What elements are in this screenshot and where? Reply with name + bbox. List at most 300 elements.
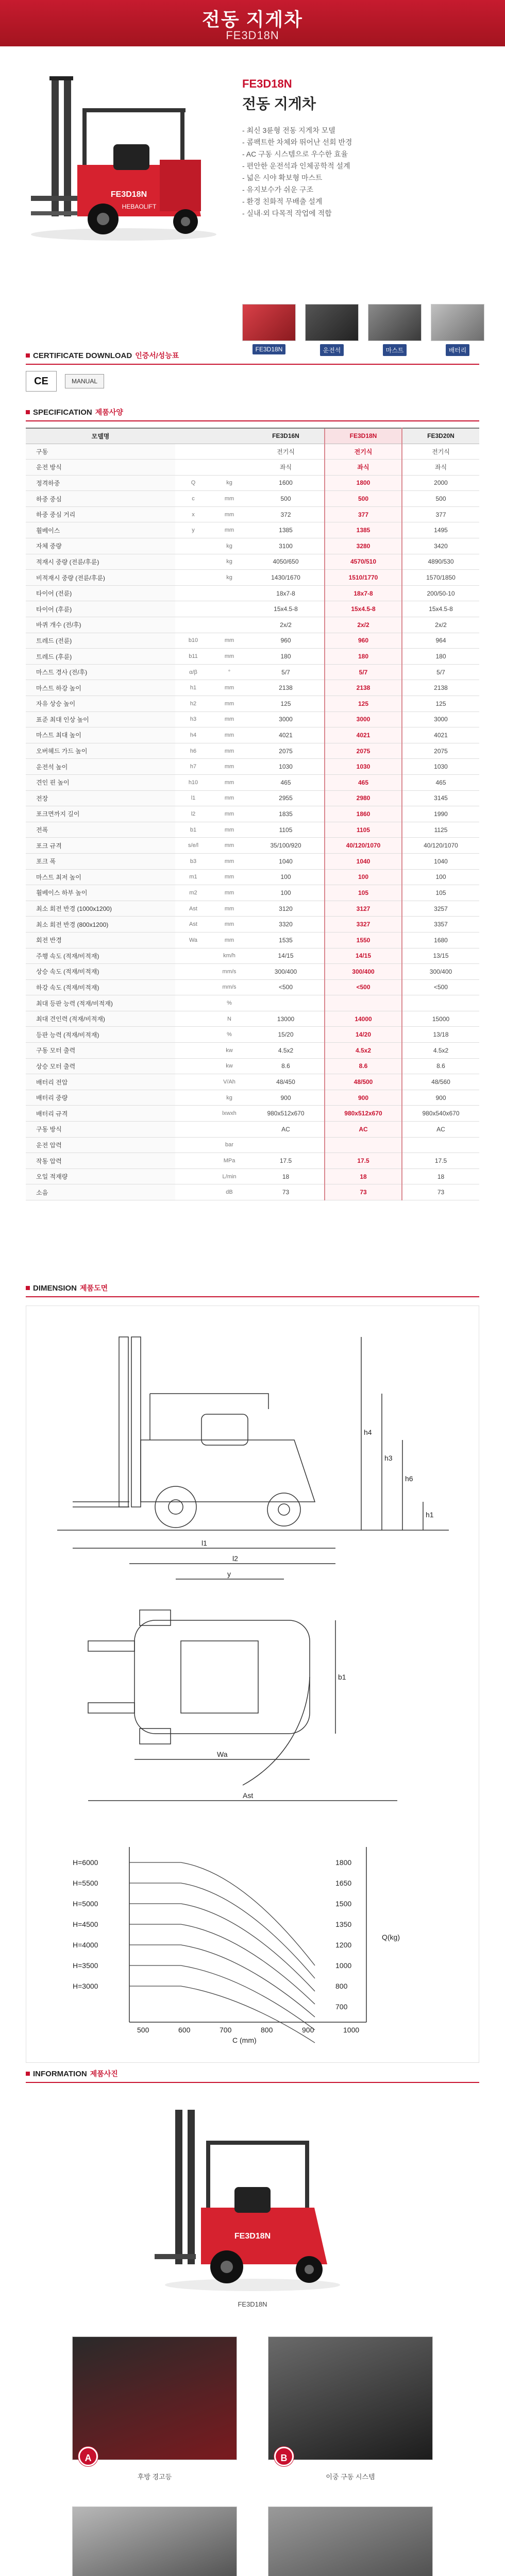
spec-value-16: 2x/2 xyxy=(247,617,325,633)
spec-unit: kg xyxy=(211,475,247,491)
column-header xyxy=(175,428,211,444)
feature-item: - 최신 3륜형 전동 지게차 모델 xyxy=(242,126,335,134)
spec-value-20: 3420 xyxy=(402,538,479,554)
thumbnail[interactable] xyxy=(368,304,422,356)
dim-label-y: y xyxy=(227,1570,231,1578)
spec-value-18: 73 xyxy=(325,1184,402,1200)
bullet-icon xyxy=(26,1286,30,1290)
feature-image xyxy=(268,2506,433,2576)
feature-item: - AC 구동 시스템으로 우수한 효율 xyxy=(242,150,348,158)
thumbnail-image xyxy=(305,304,359,341)
dimension-section xyxy=(26,1283,479,2063)
table-row xyxy=(26,948,479,964)
spec-unit: mm xyxy=(211,743,247,759)
spec-symbol xyxy=(175,1058,211,1074)
spec-value-20: 500 xyxy=(402,491,479,507)
spec-value-16: 465 xyxy=(247,774,325,790)
spec-symbol xyxy=(175,570,211,586)
spec-value-16: 3000 xyxy=(247,711,325,727)
spec-unit: mm xyxy=(211,759,247,775)
load-curve xyxy=(129,1945,315,2017)
spec-item: 마스트 하강 높이 xyxy=(26,680,175,696)
spec-item: 상승 속도 (적재/비적재) xyxy=(26,964,175,980)
spec-unit: mm xyxy=(211,838,247,854)
spec-value-18: 2075 xyxy=(325,743,402,759)
spec-value-20: 964 xyxy=(402,633,479,649)
spec-item: 마스트 최저 높이 xyxy=(26,869,175,885)
table-row xyxy=(26,1137,479,1153)
load-value-label: 1000 xyxy=(335,1961,352,1970)
spec-unit: % xyxy=(211,995,247,1011)
spec-value-20: 1990 xyxy=(402,806,479,822)
spec-value-18: 1040 xyxy=(325,853,402,869)
dim-label-h3: h3 xyxy=(384,1454,393,1462)
spec-symbol xyxy=(175,979,211,995)
table-row xyxy=(26,506,479,522)
c-value-label: 1000 xyxy=(343,2026,360,2034)
feature-item: - 유지보수가 쉬운 구조 xyxy=(242,185,314,194)
spec-item: 전폭 xyxy=(26,822,175,838)
spec-unit: mm xyxy=(211,917,247,933)
spec-value-20: 1495 xyxy=(402,522,479,538)
spec-value-18: 3127 xyxy=(325,901,402,917)
spec-value-20: 8.6 xyxy=(402,1058,479,1074)
spec-value-20: 2075 xyxy=(402,743,479,759)
load-height-label: H=4000 xyxy=(73,1941,98,1949)
spec-value-20: 3145 xyxy=(402,790,479,806)
spec-unit: mm/s xyxy=(211,964,247,980)
spec-symbol xyxy=(175,1074,211,1090)
spec-item: 최대 등판 능력 (적재/비적재) xyxy=(26,995,175,1011)
spec-symbol xyxy=(175,538,211,554)
spec-value-20: 17.5 xyxy=(402,1153,479,1169)
table-row xyxy=(26,1074,479,1090)
spec-unit: kg xyxy=(211,1090,247,1106)
spec-symbol xyxy=(175,1043,211,1059)
spec-value-20: 18 xyxy=(402,1168,479,1184)
truck-model-text: FE3D18N xyxy=(110,190,147,199)
spec-unit: mm xyxy=(211,633,247,649)
spec-value-20: 1570/1850 xyxy=(402,570,479,586)
section-title-ko: 제품도면 xyxy=(80,1284,108,1292)
spec-value-20: 377 xyxy=(402,506,479,522)
spec-unit: MPa xyxy=(211,1153,247,1169)
spec-symbol xyxy=(175,617,211,633)
spec-item: 정격하중 xyxy=(26,475,175,491)
dimension-drawing xyxy=(26,1306,479,2063)
spec-value-16: 35/100/920 xyxy=(247,838,325,854)
manual-button[interactable]: MANUAL xyxy=(65,374,104,388)
spec-value-16: 1835 xyxy=(247,806,325,822)
spec-symbol xyxy=(175,1122,211,1138)
hero-description xyxy=(242,77,484,219)
certificate-row xyxy=(26,371,479,392)
table-row xyxy=(26,1106,479,1122)
spec-value-20: 13/15 xyxy=(402,948,479,964)
spec-value-20: <500 xyxy=(402,979,479,995)
spec-symbol: b1 xyxy=(175,822,211,838)
load-value-label: 1500 xyxy=(335,1900,352,1908)
spec-value-20: 105 xyxy=(402,885,479,901)
spec-value-18: 2138 xyxy=(325,680,402,696)
section-title-ko: 인증서/성능표 xyxy=(135,351,179,360)
spec-value-18: 18 xyxy=(325,1168,402,1184)
spec-value-16: 2138 xyxy=(247,680,325,696)
spec-value-18: 2x/2 xyxy=(325,617,402,633)
spec-item: 자유 상승 높이 xyxy=(26,696,175,712)
spec-unit: kg xyxy=(211,538,247,554)
feature-card xyxy=(72,2506,237,2576)
spec-item: 운전 압력 xyxy=(26,1137,175,1153)
bullet-icon xyxy=(26,410,30,414)
spec-item: 소음 xyxy=(26,1184,175,1200)
table-row xyxy=(26,696,479,712)
spec-value-20: 73 xyxy=(402,1184,479,1200)
spec-symbol: h6 xyxy=(175,743,211,759)
spec-symbol: h3 xyxy=(175,711,211,727)
spec-value-20: 3000 xyxy=(402,711,479,727)
spec-unit: mm xyxy=(211,727,247,743)
spec-value-20: 2000 xyxy=(402,475,479,491)
spec-value-16: 125 xyxy=(247,696,325,712)
spec-symbol xyxy=(175,1137,211,1153)
spec-symbol: b11 xyxy=(175,649,211,665)
spec-unit: mm xyxy=(211,649,247,665)
spec-value-18: 1030 xyxy=(325,759,402,775)
spec-unit: kg xyxy=(211,554,247,570)
spec-item: 휠베이스 하부 높이 xyxy=(26,885,175,901)
spec-value-20: 125 xyxy=(402,696,479,712)
table-row xyxy=(26,790,479,806)
table-row xyxy=(26,853,479,869)
spec-symbol: x xyxy=(175,506,211,522)
spec-item: 트레드 (전륜) xyxy=(26,633,175,649)
thumbnail[interactable] xyxy=(305,304,359,356)
spec-value-20: 4890/530 xyxy=(402,554,479,570)
spec-value-20: AC xyxy=(402,1122,479,1138)
spec-symbol: c xyxy=(175,491,211,507)
spec-value-16: 1030 xyxy=(247,759,325,775)
spec-unit: lxwxh xyxy=(211,1106,247,1122)
spec-value-18: 960 xyxy=(325,633,402,649)
spec-value-16: 2075 xyxy=(247,743,325,759)
spec-item: 견인 핀 높이 xyxy=(26,774,175,790)
thumbnail[interactable] xyxy=(431,304,484,356)
spec-value-16: 100 xyxy=(247,869,325,885)
spec-item: 구동 xyxy=(26,444,175,460)
spec-item: 최소 회전 반경 (1000x1200) xyxy=(26,901,175,917)
spec-value-20: 2x/2 xyxy=(402,617,479,633)
spec-value-16: 전기식 xyxy=(247,444,325,460)
spec-value-18: 1385 xyxy=(325,522,402,538)
feature-item: - 환경 친화적 무배출 설계 xyxy=(242,197,323,206)
spec-symbol xyxy=(175,1153,211,1169)
spec-value-18: <500 xyxy=(325,979,402,995)
load-value-label: 1350 xyxy=(335,1920,352,1928)
spec-value-16: 17.5 xyxy=(247,1153,325,1169)
spec-value-16: AC xyxy=(247,1122,325,1138)
thumbnail-image xyxy=(431,304,484,341)
spec-unit: mm xyxy=(211,806,247,822)
dim-label-l2: l2 xyxy=(232,1554,238,1563)
dim-label-l1: l1 xyxy=(201,1539,207,1547)
spec-unit: mm xyxy=(211,901,247,917)
table-row xyxy=(26,711,479,727)
table-row xyxy=(26,917,479,933)
spec-value-18 xyxy=(325,1137,402,1153)
spec-value-18: 1860 xyxy=(325,806,402,822)
spec-value-16: 18x7-8 xyxy=(247,585,325,601)
spec-value-18: 8.6 xyxy=(325,1058,402,1074)
load-height-label: H=3000 xyxy=(73,1982,98,1990)
spec-value-16: 3120 xyxy=(247,901,325,917)
spec-value-16: 980x512x670 xyxy=(247,1106,325,1122)
spec-item: 배터리 전압 xyxy=(26,1074,175,1090)
spec-value-18: 14000 xyxy=(325,1011,402,1027)
load-height-label: H=3500 xyxy=(73,1961,98,1970)
section-title: CERTIFICATE DOWNLOAD xyxy=(33,351,132,360)
spec-value-20: 900 xyxy=(402,1090,479,1106)
spec-value-16: 48/450 xyxy=(247,1074,325,1090)
spec-value-18: AC xyxy=(325,1122,402,1138)
spec-symbol xyxy=(175,601,211,617)
spec-item: 하중 중심 xyxy=(26,491,175,507)
spec-item: 포크 규격 xyxy=(26,838,175,854)
feature-image xyxy=(268,2336,433,2460)
spec-unit: kw xyxy=(211,1058,247,1074)
spec-value-16: 좌식 xyxy=(247,460,325,476)
spec-item: 자체 중량 xyxy=(26,538,175,554)
spec-value-18: 3000 xyxy=(325,711,402,727)
spec-symbol: h1 xyxy=(175,680,211,696)
spec-value-18: 980x512x670 xyxy=(325,1106,402,1122)
column-header: FE3D16N xyxy=(247,428,325,444)
spec-value-18: 48/500 xyxy=(325,1074,402,1090)
thumbnail-label: 운전석 xyxy=(320,344,344,356)
spec-value-18: 1510/1770 xyxy=(325,570,402,586)
spec-value-20: 5/7 xyxy=(402,664,479,680)
load-height-label: H=6000 xyxy=(73,1858,98,1867)
feature-card xyxy=(268,2336,433,2496)
table-row xyxy=(26,901,479,917)
spec-value-16 xyxy=(247,995,325,1011)
spec-item: 작동 압력 xyxy=(26,1153,175,1169)
spec-symbol: Ast xyxy=(175,901,211,917)
table-row xyxy=(26,1011,479,1027)
chart-q-axis: Q(kg) xyxy=(382,1933,400,1941)
table-row xyxy=(26,869,479,885)
column-header xyxy=(211,428,247,444)
spec-value-16: 900 xyxy=(247,1090,325,1106)
spec-item: 상승 모터 출력 xyxy=(26,1058,175,1074)
spec-value-20: 180 xyxy=(402,649,479,665)
spec-value-18 xyxy=(325,995,402,1011)
spec-value-20 xyxy=(402,995,479,1011)
spec-item: 배터리 중량 xyxy=(26,1090,175,1106)
spec-value-20: 100 xyxy=(402,869,479,885)
spec-item: 트레드 (후륜) xyxy=(26,649,175,665)
feature-image xyxy=(72,2336,237,2460)
table-row xyxy=(26,1122,479,1138)
c-value-label: 600 xyxy=(178,2026,191,2034)
load-value-label: 800 xyxy=(335,1982,348,1990)
table-row xyxy=(26,759,479,775)
spec-symbol: h2 xyxy=(175,696,211,712)
feature-item: - 넓은 시야 확보형 마스트 xyxy=(242,174,323,182)
model-code: FE3D18N xyxy=(242,77,292,90)
spec-value-20: 전기식 xyxy=(402,444,479,460)
spec-symbol xyxy=(175,964,211,980)
spec-item: 마스트 경사 (전/후) xyxy=(26,664,175,680)
spec-value-20: 1030 xyxy=(402,759,479,775)
feature-badge: B xyxy=(274,2447,294,2466)
spec-value-16: 372 xyxy=(247,506,325,522)
spec-unit: mm xyxy=(211,932,247,948)
table-row xyxy=(26,538,479,554)
spec-unit: mm xyxy=(211,522,247,538)
feature-item: - 실내·외 다목적 작업에 적합 xyxy=(242,209,332,217)
spec-value-20: 15000 xyxy=(402,1011,479,1027)
spec-unit xyxy=(211,444,247,460)
spec-unit: ° xyxy=(211,664,247,680)
feature-badge: A xyxy=(78,2447,98,2466)
spec-value-16: 500 xyxy=(247,491,325,507)
table-row xyxy=(26,838,479,854)
spec-symbol: b10 xyxy=(175,633,211,649)
chart-c-axis: C (mm) xyxy=(232,2036,257,2044)
feature-card xyxy=(72,2336,237,2496)
spec-unit: mm xyxy=(211,774,247,790)
dim-label-ast: Ast xyxy=(243,1791,254,1800)
load-height-label: H=4500 xyxy=(73,1920,98,1928)
spec-value-20: 1680 xyxy=(402,932,479,948)
spec-value-18: 2980 xyxy=(325,790,402,806)
spec-value-16: 180 xyxy=(247,649,325,665)
spec-symbol: α/β xyxy=(175,664,211,680)
spec-unit: kw xyxy=(211,1043,247,1059)
thumbnail-label: 배터리 xyxy=(446,344,470,356)
spec-value-16: 8.6 xyxy=(247,1058,325,1074)
spec-symbol: h10 xyxy=(175,774,211,790)
feature-image xyxy=(72,2506,237,2576)
table-row xyxy=(26,1043,479,1059)
c-value-label: 900 xyxy=(302,2026,314,2034)
load-height-label: H=5500 xyxy=(73,1879,98,1887)
information-section xyxy=(26,2069,479,2481)
thumbnail-label: FE3D18N xyxy=(252,344,286,354)
spec-symbol: Wa xyxy=(175,932,211,948)
spec-unit: mm xyxy=(211,711,247,727)
spec-value-16: 18 xyxy=(247,1168,325,1184)
spec-unit xyxy=(211,617,247,633)
spec-value-18: 180 xyxy=(325,649,402,665)
spec-value-16: 14/15 xyxy=(247,948,325,964)
load-value-label: 700 xyxy=(335,2003,348,2011)
section-title: SPECIFICATION xyxy=(33,408,92,417)
spec-value-20: 1040 xyxy=(402,853,479,869)
spec-value-18: 1800 xyxy=(325,475,402,491)
spec-value-18: 4570/510 xyxy=(325,554,402,570)
spec-item: 배터리 규격 xyxy=(26,1106,175,1122)
spec-unit: mm xyxy=(211,506,247,522)
truck-brand-text: HEBAOLIFT xyxy=(122,203,157,210)
table-row xyxy=(26,491,479,507)
spec-value-16: 1600 xyxy=(247,475,325,491)
spec-value-20: 40/120/1070 xyxy=(402,838,479,854)
table-row xyxy=(26,1090,479,1106)
spec-symbol: h7 xyxy=(175,759,211,775)
spec-value-20: 3257 xyxy=(402,901,479,917)
table-row xyxy=(26,1027,479,1043)
spec-value-20: 15x4.5-8 xyxy=(402,601,479,617)
table-row xyxy=(26,570,479,586)
thumbnail-label: 마스트 xyxy=(383,344,407,356)
spec-unit xyxy=(211,585,247,601)
spec-value-18: 5/7 xyxy=(325,664,402,680)
spec-value-20: 300/400 xyxy=(402,964,479,980)
spec-symbol xyxy=(175,1168,211,1184)
spec-value-16: 300/400 xyxy=(247,964,325,980)
spec-value-16: 15/20 xyxy=(247,1027,325,1043)
section-header xyxy=(26,1283,479,1297)
spec-unit: mm xyxy=(211,822,247,838)
table-row xyxy=(26,475,479,491)
ce-logo[interactable]: CE xyxy=(26,371,57,392)
spec-unit: mm xyxy=(211,790,247,806)
spec-value-18: 100 xyxy=(325,869,402,885)
spec-item: 타이어 (후륜) xyxy=(26,601,175,617)
spec-item: 오일 적재량 xyxy=(26,1168,175,1184)
table-row xyxy=(26,822,479,838)
spec-symbol xyxy=(175,444,211,460)
load-curve xyxy=(129,1862,315,1965)
spec-value-16: 5/7 xyxy=(247,664,325,680)
c-value-label: 800 xyxy=(261,2026,273,2034)
spec-value-18: 14/20 xyxy=(325,1027,402,1043)
spec-value-16: 1385 xyxy=(247,522,325,538)
spec-value-16: 2955 xyxy=(247,790,325,806)
spec-item: 구동 모터 출력 xyxy=(26,1043,175,1059)
table-row xyxy=(26,617,479,633)
dim-label-h1: h1 xyxy=(426,1511,434,1519)
spec-symbol xyxy=(175,995,211,1011)
spec-unit: % xyxy=(211,1027,247,1043)
spec-value-16 xyxy=(247,1137,325,1153)
spec-unit: mm/s xyxy=(211,979,247,995)
section-header xyxy=(26,2069,479,2083)
spec-item: 최대 견인력 (적재/비적재) xyxy=(26,1011,175,1027)
spec-unit: mm xyxy=(211,696,247,712)
spec-symbol: b3 xyxy=(175,853,211,869)
spec-value-16: 13000 xyxy=(247,1011,325,1027)
spec-unit: mm xyxy=(211,491,247,507)
spec-value-20 xyxy=(402,1137,479,1153)
drawing-svg xyxy=(26,1306,480,2063)
spec-item: 휠베이스 xyxy=(26,522,175,538)
spec-symbol xyxy=(175,1106,211,1122)
product-photo xyxy=(149,2099,356,2295)
spec-value-16: 4.5x2 xyxy=(247,1043,325,1059)
spec-value-20: 980x540x670 xyxy=(402,1106,479,1122)
thumbnail[interactable] xyxy=(242,304,296,356)
feature-item: - 콤팩트한 차체와 뛰어난 선회 반경 xyxy=(242,138,352,146)
table-row xyxy=(26,806,479,822)
spec-value-20: 3357 xyxy=(402,917,479,933)
table-row xyxy=(26,964,479,980)
section-title: INFORMATION xyxy=(33,2069,87,2078)
spec-unit: bar xyxy=(211,1137,247,1153)
spec-value-20: 13/18 xyxy=(402,1027,479,1043)
